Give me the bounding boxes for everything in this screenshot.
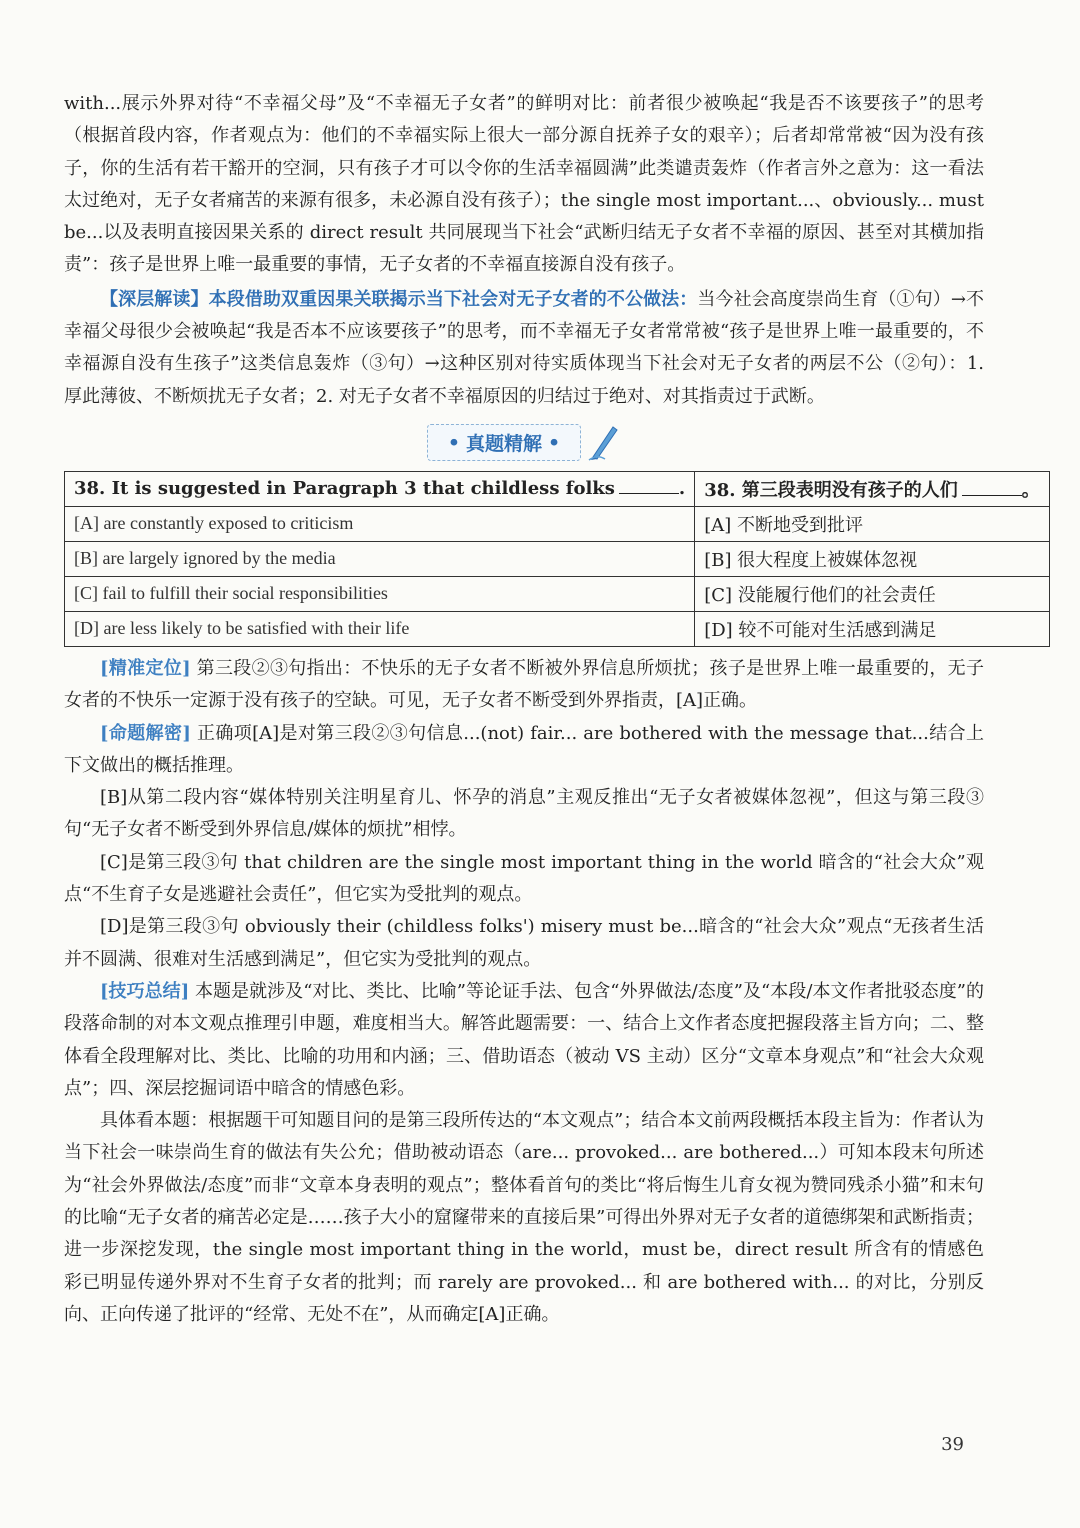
option-zh: [C] 没能履行他们的社会责任 [695, 576, 1050, 611]
option-zh: [A] 不断地受到批评 [695, 506, 1050, 541]
skill-text: 本题是就涉及“对比、类比、比喻”等论证手法、包含“外界做法/态度”及“本段/本文作者批驳态度”的段落命制的对本文观点推理引申题，难度相当大。解答此题需要：一、结合上文作者态度把握段落主旨方向；二、整体看全段理解对比、类比、比喻的功用和内涵；三、借助语态（被动 VS 主动）区分“文章本身观点”和“社会大众观点”；四、深层挖掘词语中暗含的情感色彩。 [64, 980, 984, 1099]
question-table [64, 471, 1050, 647]
option-en: [A] are constantly exposed to criticism [65, 506, 695, 541]
page-number: 39 [941, 1434, 964, 1455]
final-paragraph: 具体看本题：根据题干可知题目问的是第三段所传达的“本文观点”；结合本文前两段概括本段主旨为：作者认为当下社会一味崇尚生育的做法有失公允；借助被动语态（are... provoked... are bothered...）可知本段末句所述为“社会外界做法/态度”而非“文章本身表明的观点”；整体看首句的类比“将后悔生儿育女视为赞同残杀小猫”和末句的比喻“无子女者的痛苦必定是……孩子大小的窟窿带来的直接后果”可得出外界对无子女者的道德绑架和武断指责；进一步深挖发现，the single most important thing in the world，must be，direct result 所含有的情感色彩已明显传递外界对不生育子女者的批判；而 rarely are provoked... 和 are bothered with... 的对比，分别反向、正向传递了批评的“经常、无处不在”，从而确定[A]正确。 [64, 1110, 984, 1325]
question-stem-en: 38. It is suggested in Paragraph 3 that childless folks . [65, 471, 695, 506]
locate-label: [精准定位] [100, 657, 191, 679]
option-d-analysis: [D]是第三段③句 obviously their (childless folks') misery must be...暗含的“社会大众”观点“无孩者生活并不圆满、很难对生活感到满足”，但它实为受批判的观点。 [64, 916, 984, 970]
pen-icon [587, 421, 621, 465]
option-b-analysis: [B]从第二段内容“媒体特别关注明星育儿、怀孕的消息”主观反推出“无子女者被媒体忽视”，但这与第三段③句“无子女者不断受到外界信息/媒体的烦扰”相悖。 [64, 787, 984, 841]
locate-text: 第三段②③句指出：不快乐的无子女者不断被外界信息所烦扰；孩子是世界上唯一最重要的，无子女者的不快乐一定源于没有孩子的空缺。可见，无子女者不断受到外界指责，[A]正确。 [64, 657, 984, 712]
deep-reading-paragraph [64, 284, 984, 413]
option-row [65, 611, 1050, 646]
section-heading-box: • 真题精解 • [427, 424, 581, 461]
intro-paragraph: with...展示外界对待“不幸福父母”及“不幸福无子女者”的鲜明对比：前者很少被唤起“我是否不该要孩子”的思考（根据首段内容，作者观点为：他们的不幸福实际上很大一部分源自抚养子女的艰辛）；后者却常常被“因为没有孩子，你的生活有若干豁开的空洞，只有孩子才可以令你的生活幸福圆满”此类谴责轰炸（作者言外之意为：这一看法太过绝对，无子女者痛苦的来源有很多，未必源自没有孩子）；the single most important...、obviously... must be...以及表明直接因果关系的 direct result 共同展现当下社会“武断归结无子女者不幸福的原因、甚至对其横加指责”：孩子是世界上唯一最重要的事情，无子女者的不幸福直接源自没有孩子。 [64, 93, 984, 276]
option-zh: [D] 较不可能对生活感到满足 [695, 611, 1050, 646]
section-heading [64, 423, 984, 463]
decode-label: [命题解密] [100, 722, 191, 744]
option-row [65, 576, 1050, 611]
section-title: 真题精解 [465, 433, 542, 456]
question-stem-row [65, 471, 1050, 506]
decode-text: 正确项[A]是对第三段②③句信息...(not) fair... are bothered with the message that...结合上下文做出的概括推理。 [64, 722, 984, 776]
skill-label: [技巧总结] [100, 980, 190, 1002]
option-en: [C] fail to fulfill their social responsibilities [65, 576, 695, 611]
option-row [65, 506, 1050, 541]
option-c-analysis: [C]是第三段③句 that children are the single most important thing in the world 暗含的“社会大众”观点“不生育子女是逃避社会责任”，但它实为受批判的观点。 [64, 851, 984, 906]
question-stem-zh: 38. 第三段表明没有孩子的人们 。 [695, 471, 1050, 506]
deep-reading-label: 【深层解读】 [100, 288, 209, 310]
page-content [64, 88, 1040, 1331]
decode-paragraph [64, 718, 984, 783]
option-row [65, 541, 1050, 576]
deep-reading-body: 当今社会高度崇尚生育（①句）→不幸福父母很少会被唤起“我是否本不应该要孩子”的思考，而不幸福无子女者常常被“孩子是世界上唯一最重要的，不幸福源自没有生孩子”这类信息轰炸（③句）→这种区别对待实质体现当下社会对无子女者的两层不公（②句）：1. 厚此薄彼、不断烦扰无子女者；2. 对无子女者不幸福原因的归结过于绝对、对其指责过于武断。 [64, 288, 985, 407]
locate-paragraph [64, 653, 984, 718]
option-en: [B] are largely ignored by the media [65, 541, 695, 576]
skill-paragraph [64, 976, 984, 1105]
option-zh: [B] 很大程度上被媒体忽视 [695, 541, 1050, 576]
deep-reading-title: 本段借助双重因果关联揭示当下社会对无子女者的不公做法： [208, 288, 698, 310]
option-en: [D] are less likely to be satisfied with their life [65, 611, 695, 646]
